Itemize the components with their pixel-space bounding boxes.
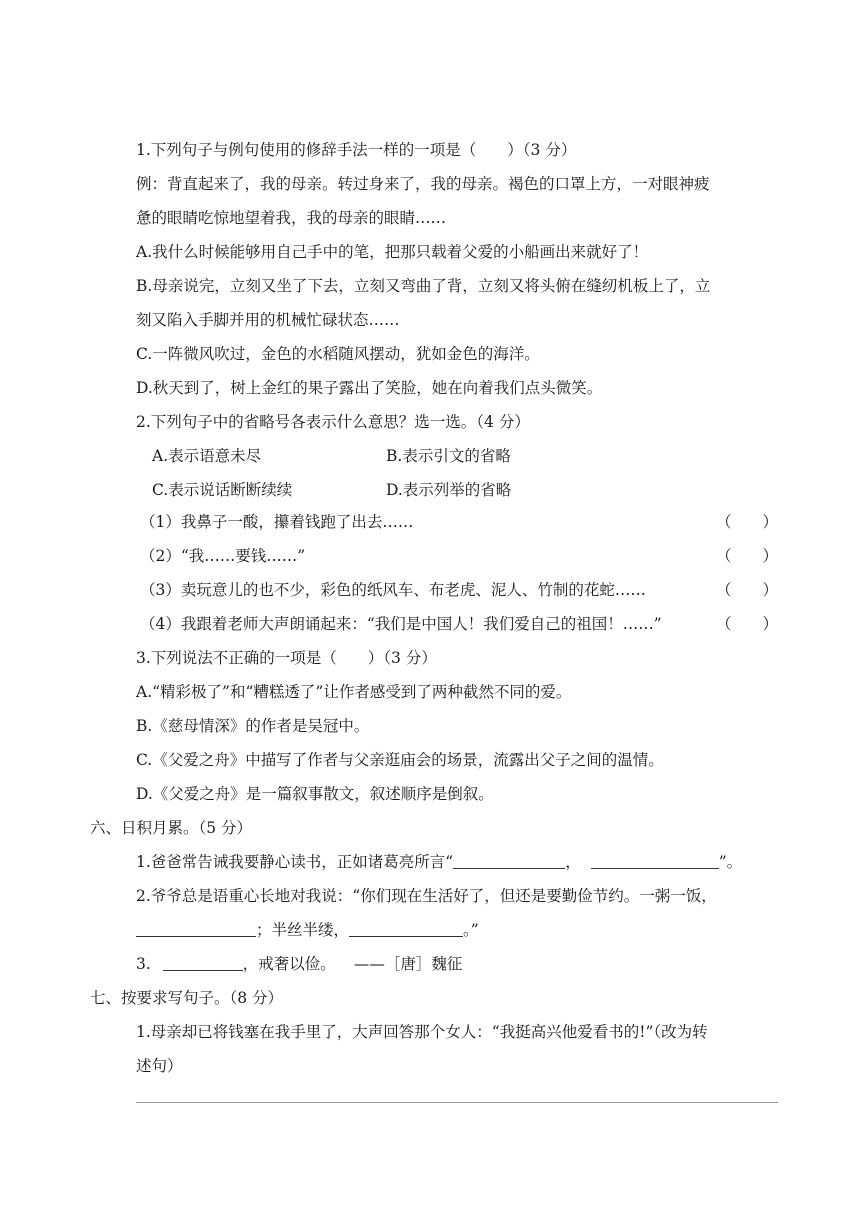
q1-option-d: D.秋天到了，树上金红的果子露出了笑脸，她在向着我们点头微笑。 — [136, 379, 603, 397]
q2-choice-d: D.表示列举的省略 — [386, 481, 512, 499]
fill-blank-1[interactable] — [453, 854, 565, 869]
q3-option-c: C.《父爱之舟》中描写了作者与父亲逛庙会的场景，流露出父子之间的温情。 — [136, 751, 664, 769]
section-6-q3-attribution: ——［唐］魏征 — [353, 955, 463, 973]
q3-option-b: B.《慈母情深》的作者是吴冠中。 — [136, 717, 370, 735]
q3-option-a: A.“精彩极了”和“糟糕透了”让作者感受到了两种截然不同的爱。 — [136, 683, 572, 701]
section-6-q1 — [136, 852, 742, 872]
fill-blank-4[interactable] — [349, 922, 463, 937]
section-6-q3-prefix: 3. — [136, 955, 151, 973]
q2-choice-c: C.表示说话断断续续 — [152, 481, 293, 499]
q2-item-1-answer-paren[interactable]: （ ） — [716, 513, 779, 531]
q1-example-line-1: 例：背直起来了，我的母亲。转过身来了，我的母亲。褐色的口罩上方，一对眼神疲 — [136, 175, 710, 193]
q1-option-b-line-1: B.母亲说完，立刻又坐了下去，立刻又弯曲了背，立刻又将头俯在缝纫机板上了，立 — [136, 277, 711, 295]
section-6-q2-line-1: 2.爷爷总是语重心长地对我说：“你们现在生活好了，但还是要勤俭节约。一粥一饭， — [136, 887, 717, 905]
q1-option-c: C.一阵微风吹过，金色的水稻随风摆动，犹如金色的海洋。 — [136, 345, 540, 363]
section-7-heading: 七、按要求写句子。（8 分） — [90, 989, 284, 1007]
q3-stem: 3.下列说法不正确的一项是（ ）（3 分） — [136, 649, 437, 667]
section-7-q1-line-2: 述句） — [136, 1057, 183, 1075]
section-6-q3-middle: ，戒奢以俭。 — [242, 955, 336, 973]
q3-option-d: D.《父爱之舟》是一篇叙事散文，叙述顺序是倒叙。 — [136, 785, 494, 803]
section-6-heading: 六、日积月累。（5 分） — [90, 819, 253, 837]
q2-item-1: （1）我鼻子一酸，攥着钱跑了出去…… — [140, 513, 414, 531]
section-6-q1-separator: ， — [565, 853, 581, 871]
q1-option-b-line-2: 刻又陷入手脚并用的机械忙碌状态…… — [136, 311, 400, 329]
q2-choice-b: B.表示引文的省略 — [386, 447, 511, 465]
section-6-q3 — [136, 954, 462, 974]
fill-blank-2[interactable] — [591, 854, 719, 869]
q2-item-2: （2）“我……要钱……” — [140, 547, 306, 565]
q2-item-4: （4）我跟着老师大声朗诵起来：“我们是中国人！我们爱自己的祖国！……” — [140, 615, 662, 633]
answer-writing-line[interactable] — [136, 1102, 778, 1103]
section-6-q1-suffix: ”。 — [718, 853, 743, 871]
q2-item-3: （3）卖玩意儿的也不少，彩色的纸风车、布老虎、泥人、竹制的花蛇…… — [140, 581, 646, 599]
section-6-q2-line-2 — [136, 920, 479, 940]
section-6-q1-prefix: 1.爸爸常告诫我要静心读书，正如诸葛亮所言“ — [136, 853, 454, 871]
section-6-q2-middle: ；半丝半缕， — [256, 921, 350, 939]
fill-blank-5[interactable] — [163, 956, 243, 971]
q2-item-3-answer-paren[interactable]: （ ） — [716, 581, 779, 599]
fill-blank-3[interactable] — [136, 922, 256, 937]
q2-choice-a: A.表示语意未尽 — [152, 447, 262, 465]
section-7-q1-line-1: 1.母亲却已将钱塞在我手里了，大声回答那个女人：“我挺高兴他爱看书的!”（改为转 — [136, 1023, 708, 1041]
q1-stem: 1.下列句子与例句使用的修辞手法一样的一项是（ ）（3 分） — [136, 141, 577, 159]
q1-example-line-2: 惫的眼睛吃惊地望着我，我的母亲的眼睛…… — [136, 209, 447, 227]
q2-stem: 2.下列句子中的省略号各表示什么意思？选一选。（4 分） — [136, 413, 530, 431]
q2-item-2-answer-paren[interactable]: （ ） — [716, 547, 779, 565]
q2-item-4-answer-paren[interactable]: （ ） — [716, 615, 779, 633]
q1-option-a: A.我什么时候能够用自己手中的笔，把那只载着父爱的小船画出来就好了！ — [136, 243, 649, 261]
section-6-q2-end: 。” — [463, 921, 479, 939]
